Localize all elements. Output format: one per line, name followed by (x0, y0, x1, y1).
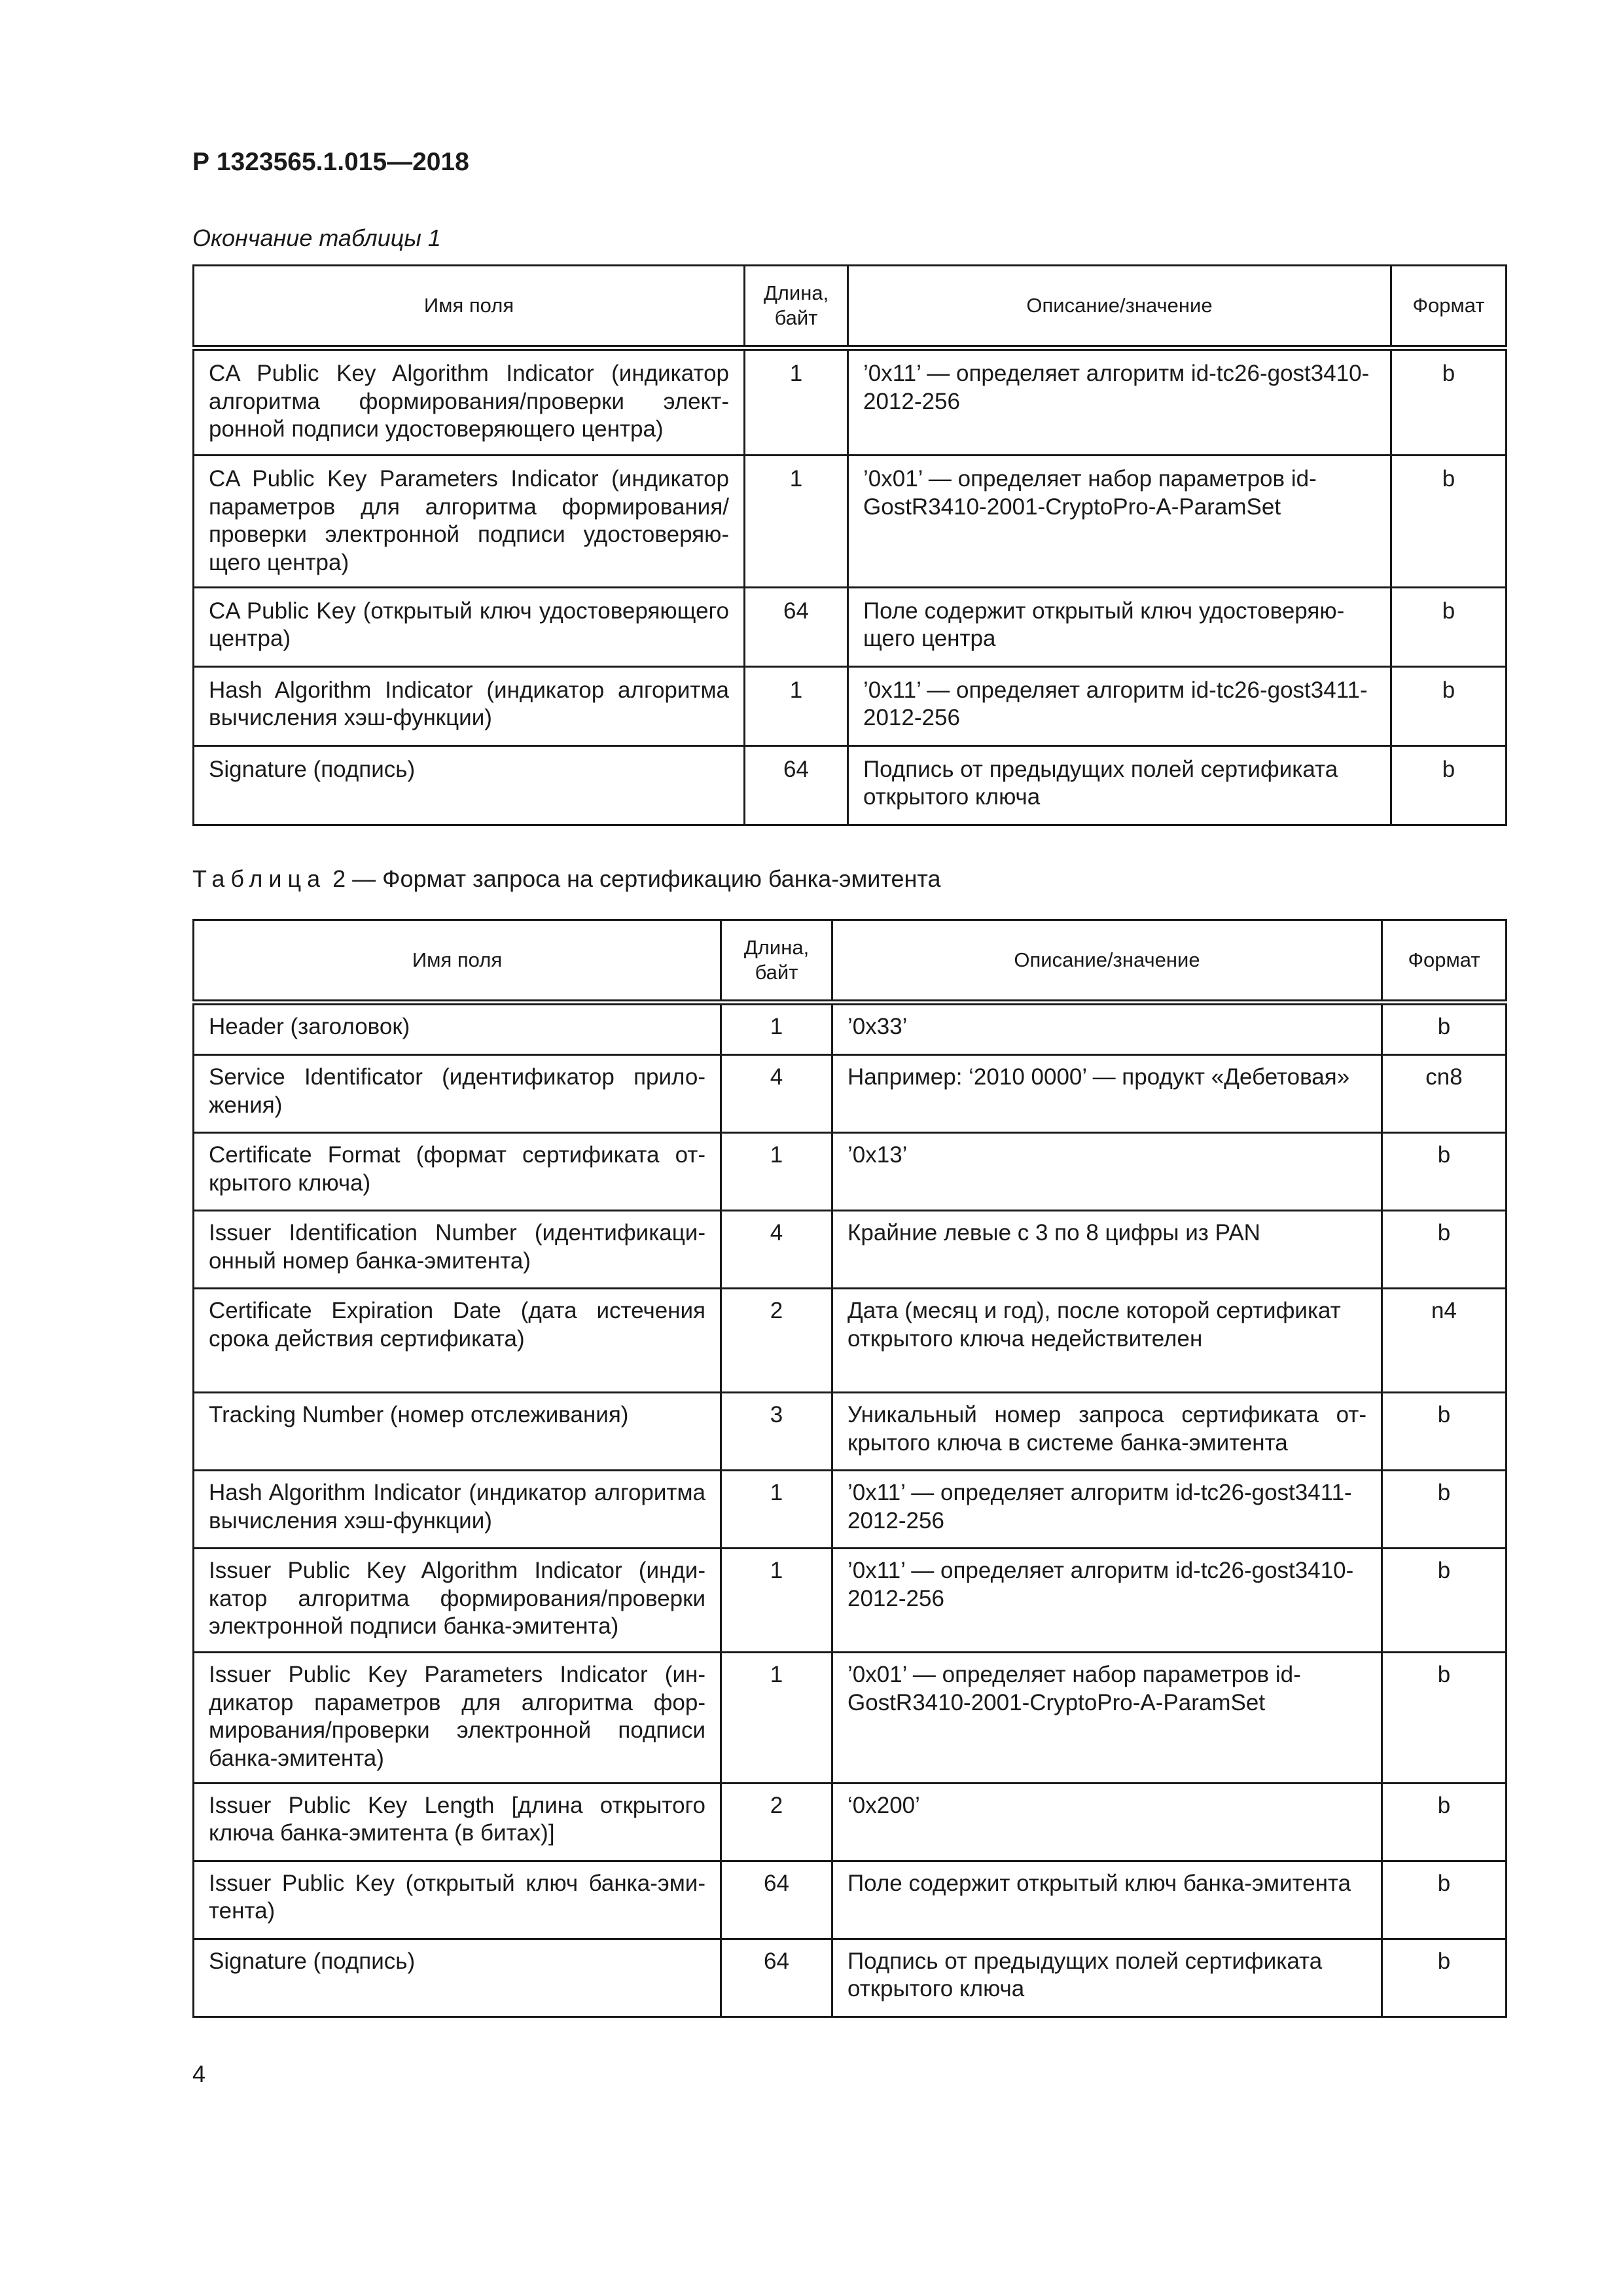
cell-format: b (1382, 1653, 1507, 1784)
column-header-description: Описание/значение (832, 920, 1382, 1003)
cell-description: ’0x33’ (832, 1003, 1382, 1055)
cell-field-name: Issuer Identification Number (идентификационный номер банка-эмитента) (194, 1211, 721, 1289)
cell-length: 1 (745, 348, 848, 456)
cell-field-name: Hash Algorithm Indicator (индикатор алгоритма вычисления хэш-функции) (194, 1471, 721, 1549)
cell-length: 1 (721, 1653, 832, 1784)
cell-field-name: Certificate Format (формат сертификата открытого ключа) (194, 1133, 721, 1211)
cell-description: ’0x11’ — определяет алгоритм id-tc26-gost3410-2012-256 (832, 1549, 1382, 1653)
table-row (194, 1289, 1507, 1393)
cell-format: b (1382, 1939, 1507, 2017)
cell-length: 4 (721, 1055, 832, 1133)
cell-description: ’0x11’ — определяет алгоритм id-tc26-gost3411-2012-256 (832, 1471, 1382, 1549)
table-row (194, 348, 1507, 456)
cell-field-name: Header (заголовок) (194, 1003, 721, 1055)
cell-format: b (1382, 1549, 1507, 1653)
column-header-description: Описание/значение (848, 266, 1391, 348)
table-2-header-row (194, 920, 1507, 1003)
cell-format: b (1391, 456, 1507, 588)
cell-field-name: Signature (подпись) (194, 745, 745, 825)
table-row (194, 456, 1507, 588)
column-header-field-name: Имя поля (194, 266, 745, 348)
table-1-header-row (194, 266, 1507, 348)
table-row (194, 745, 1507, 825)
cell-format: b (1382, 1003, 1507, 1055)
cell-length: 4 (721, 1211, 832, 1289)
table-row (194, 1549, 1507, 1653)
cell-length: 1 (745, 666, 848, 745)
cell-format: b (1391, 348, 1507, 456)
table-row (194, 1133, 1507, 1211)
cell-format: b (1382, 1211, 1507, 1289)
cell-field-name: CA Public Key Parameters Indicator (индикатор параметров для алгоритма формирования/ проверки электронной подписи удостоверяющего центра) (194, 456, 745, 588)
table-row (194, 1055, 1507, 1133)
cell-field-name: Issuer Public Key Length [длина открытого ключа банка-эмитента (в битах)] (194, 1783, 721, 1861)
cell-format: b (1382, 1861, 1507, 1939)
cell-format: b (1382, 1393, 1507, 1471)
cell-description: ’0x01’ — определяет набор параметров id-GostR3410-2001-CryptoPro-A-ParamSet (832, 1653, 1382, 1784)
cell-field-name: Hash Algorithm Indicator (индикатор алгоритма вычисления хэш-функции) (194, 666, 745, 745)
cell-format: cn8 (1382, 1055, 1507, 1133)
table-row (194, 1211, 1507, 1289)
cell-description: Поле содержит открытый ключ удостоверяющего центра (848, 587, 1391, 666)
cell-length: 1 (721, 1549, 832, 1653)
cell-description: Поле содержит открытый ключ банка-эмитента (832, 1861, 1382, 1939)
cell-field-name: Service Identificator (идентификатор приложения) (194, 1055, 721, 1133)
table2-caption-title: 2 — Формат запроса на сертификацию банка-эмитента (326, 865, 941, 892)
table-row (194, 587, 1507, 666)
cell-description: Крайние левые с 3 по 8 цифры из PAN (832, 1211, 1382, 1289)
cell-field-name: Certificate Expiration Date (дата истечения срока действия сертификата) (194, 1289, 721, 1393)
table1-continuation-label: Окончание таблицы 1 (192, 224, 441, 251)
cell-description: ’0x11’ — определяет алгоритм id-tc26-gost3411-2012-256 (848, 666, 1391, 745)
cell-field-name: Tracking Number (номер отслеживания) (194, 1393, 721, 1471)
table-row (194, 1471, 1507, 1549)
cell-field-name: CA Public Key (открытый ключ удостоверяющего центра) (194, 587, 745, 666)
cell-length: 1 (745, 456, 848, 588)
cell-format: b (1382, 1471, 1507, 1549)
column-header-length: Длина, байт (745, 266, 848, 348)
cell-field-name: Signature (подпись) (194, 1939, 721, 2017)
table-row (194, 666, 1507, 745)
cell-format: b (1391, 587, 1507, 666)
table-2 (192, 919, 1507, 2018)
cell-length: 1 (721, 1003, 832, 1055)
cell-length: 64 (745, 587, 848, 666)
cell-format: b (1391, 745, 1507, 825)
table-row (194, 1653, 1507, 1784)
table-1 (192, 264, 1507, 826)
column-header-format: Формат (1382, 920, 1507, 1003)
cell-description: ’0x01’ — определяет набор параметров id-GostR3410-2001-CryptoPro-A-ParamSet (848, 456, 1391, 588)
table2-caption (192, 865, 941, 893)
column-header-format: Формат (1391, 266, 1507, 348)
cell-description: Уникальный номер запроса сертификата открытого ключа в системе банка-эмитента (832, 1393, 1382, 1471)
table-row (194, 1003, 1507, 1055)
cell-format: b (1391, 666, 1507, 745)
document-code: Р 1323565.1.015—2018 (192, 148, 469, 176)
cell-length: 1 (721, 1133, 832, 1211)
cell-description: Подпись от предыдущих полей сертификата открытого ключа (832, 1939, 1382, 2017)
table-row (194, 1393, 1507, 1471)
table2-caption-prefix: Таблица (192, 865, 327, 892)
cell-description: ’0x11’ — определяет алгоритм id-tc26-gost3410-2012-256 (848, 348, 1391, 456)
cell-description: ’0x13’ (832, 1133, 1382, 1211)
cell-field-name: Issuer Public Key Algorithm Indicator (индикатор алгоритма формирования/проверки электронной подписи банка-эмитента) (194, 1549, 721, 1653)
cell-description: ‘0x200’ (832, 1783, 1382, 1861)
table-row (194, 1783, 1507, 1861)
cell-description: Дата (месяц и год), после которой сертификат открытого ключа недействителен (832, 1289, 1382, 1393)
cell-length: 64 (721, 1861, 832, 1939)
column-header-length: Длина, байт (721, 920, 832, 1003)
cell-length: 1 (721, 1471, 832, 1549)
cell-length: 64 (721, 1939, 832, 2017)
cell-field-name: CA Public Key Algorithm Indicator (индикатор алгоритма формирования/проверки электронной подписи удостоверяющего центра) (194, 348, 745, 456)
cell-length: 2 (721, 1289, 832, 1393)
cell-length: 64 (745, 745, 848, 825)
cell-length: 2 (721, 1783, 832, 1861)
column-header-field-name: Имя поля (194, 920, 721, 1003)
cell-field-name: Issuer Public Key Parameters Indicator (индикатор параметров для алгоритма формирования/проверки электронной подписи банка-эмитента) (194, 1653, 721, 1784)
cell-description: Подпись от предыдущих полей сертификата открытого ключа (848, 745, 1391, 825)
cell-length: 3 (721, 1393, 832, 1471)
page-number: 4 (192, 2060, 206, 2087)
cell-field-name: Issuer Public Key (открытый ключ банка-эмитента) (194, 1861, 721, 1939)
table-row (194, 1861, 1507, 1939)
cell-format: n4 (1382, 1289, 1507, 1393)
table-row (194, 1939, 1507, 2017)
cell-format: b (1382, 1783, 1507, 1861)
cell-description: Например: ‘2010 0000’ — продукт «Дебетовая» (832, 1055, 1382, 1133)
cell-format: b (1382, 1133, 1507, 1211)
